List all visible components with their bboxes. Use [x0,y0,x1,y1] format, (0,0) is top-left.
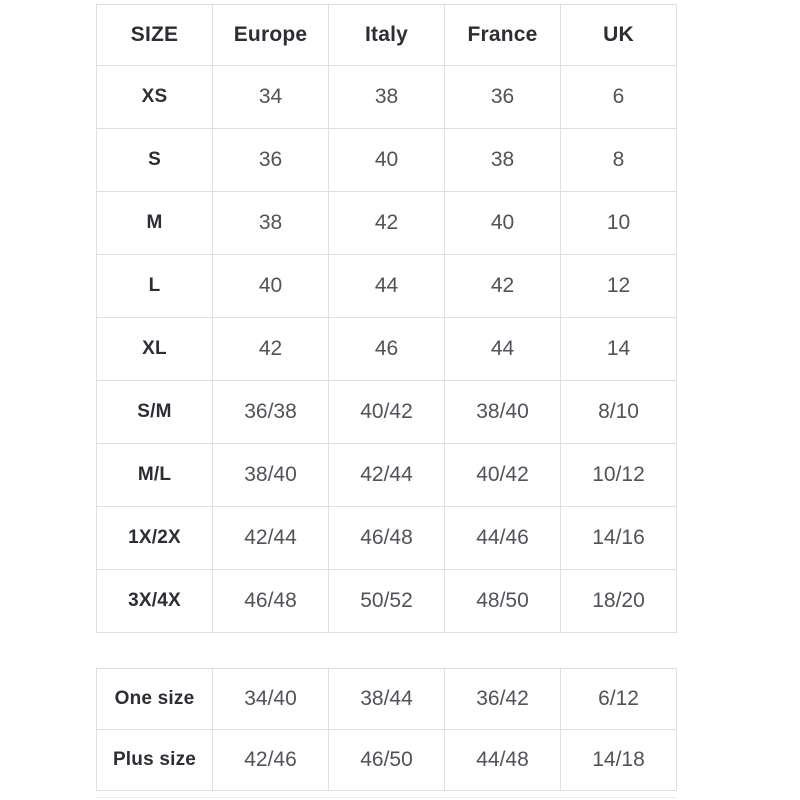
size-chart-container [96,4,677,791]
table-row-one-size [97,669,677,730]
row-label: S [97,129,213,192]
table-row-ml [97,444,677,507]
table-cell: 46/50 [329,730,445,791]
table-cell: 8 [561,129,677,192]
table-cell: 36 [213,129,329,192]
table-cell: 46 [329,318,445,381]
table-cell: 34 [213,66,329,129]
table-cell: 40 [329,129,445,192]
table-cell: 38/40 [213,444,329,507]
table-cell: 14 [561,318,677,381]
table-row-s [97,129,677,192]
table-cell: 42 [213,318,329,381]
table-cell: 10 [561,192,677,255]
table-row-sm [97,381,677,444]
row-label: 1X/2X [97,507,213,570]
table-cell: 36 [445,66,561,129]
table-cell: 42 [329,192,445,255]
table-row-m [97,192,677,255]
table-row-xl [97,318,677,381]
table-cell: 38/44 [329,669,445,730]
table-cell: 14/16 [561,507,677,570]
column-header-france: France [445,5,561,66]
size-conversion-table [96,4,677,633]
table-cell: 40/42 [445,444,561,507]
header-row [97,5,677,66]
table-cell: 46/48 [329,507,445,570]
table-cell: 34/40 [213,669,329,730]
table-row-3x4x [97,570,677,633]
table-cell: 6/12 [561,669,677,730]
table-row-plus-size [97,730,677,791]
row-label: XS [97,66,213,129]
table-row-1x2x [97,507,677,570]
row-label: S/M [97,381,213,444]
table-cell: 40 [445,192,561,255]
row-label: M/L [97,444,213,507]
table-cell: 36/38 [213,381,329,444]
row-label: L [97,255,213,318]
divider [96,797,677,798]
table-cell: 46/48 [213,570,329,633]
table-cell: 48/50 [445,570,561,633]
table-cell: 6 [561,66,677,129]
table-cell: 44 [329,255,445,318]
table-cell: 18/20 [561,570,677,633]
table-cell: 38 [329,66,445,129]
column-header-size: SIZE [97,5,213,66]
table-row-l [97,255,677,318]
table-cell: 40/42 [329,381,445,444]
table-cell: 14/18 [561,730,677,791]
column-header-italy: Italy [329,5,445,66]
table-cell: 44/48 [445,730,561,791]
table-cell: 12 [561,255,677,318]
table-cell: 42/44 [329,444,445,507]
row-label: XL [97,318,213,381]
table-cell: 10/12 [561,444,677,507]
row-label: Plus size [97,730,213,791]
table-cell: 44/46 [445,507,561,570]
table-cell: 38 [445,129,561,192]
row-label: M [97,192,213,255]
table-cell: 42 [445,255,561,318]
row-label: One size [97,669,213,730]
table-cell: 44 [445,318,561,381]
column-header-uk: UK [561,5,677,66]
table-cell: 38 [213,192,329,255]
column-header-europe: Europe [213,5,329,66]
table-cell: 38/40 [445,381,561,444]
table-cell: 40 [213,255,329,318]
table-cell: 50/52 [329,570,445,633]
table-cell: 36/42 [445,669,561,730]
table-cell: 8/10 [561,381,677,444]
table-cell: 42/44 [213,507,329,570]
table-cell: 42/46 [213,730,329,791]
special-sizes-table [96,668,677,791]
table-row-xs [97,66,677,129]
row-label: 3X/4X [97,570,213,633]
